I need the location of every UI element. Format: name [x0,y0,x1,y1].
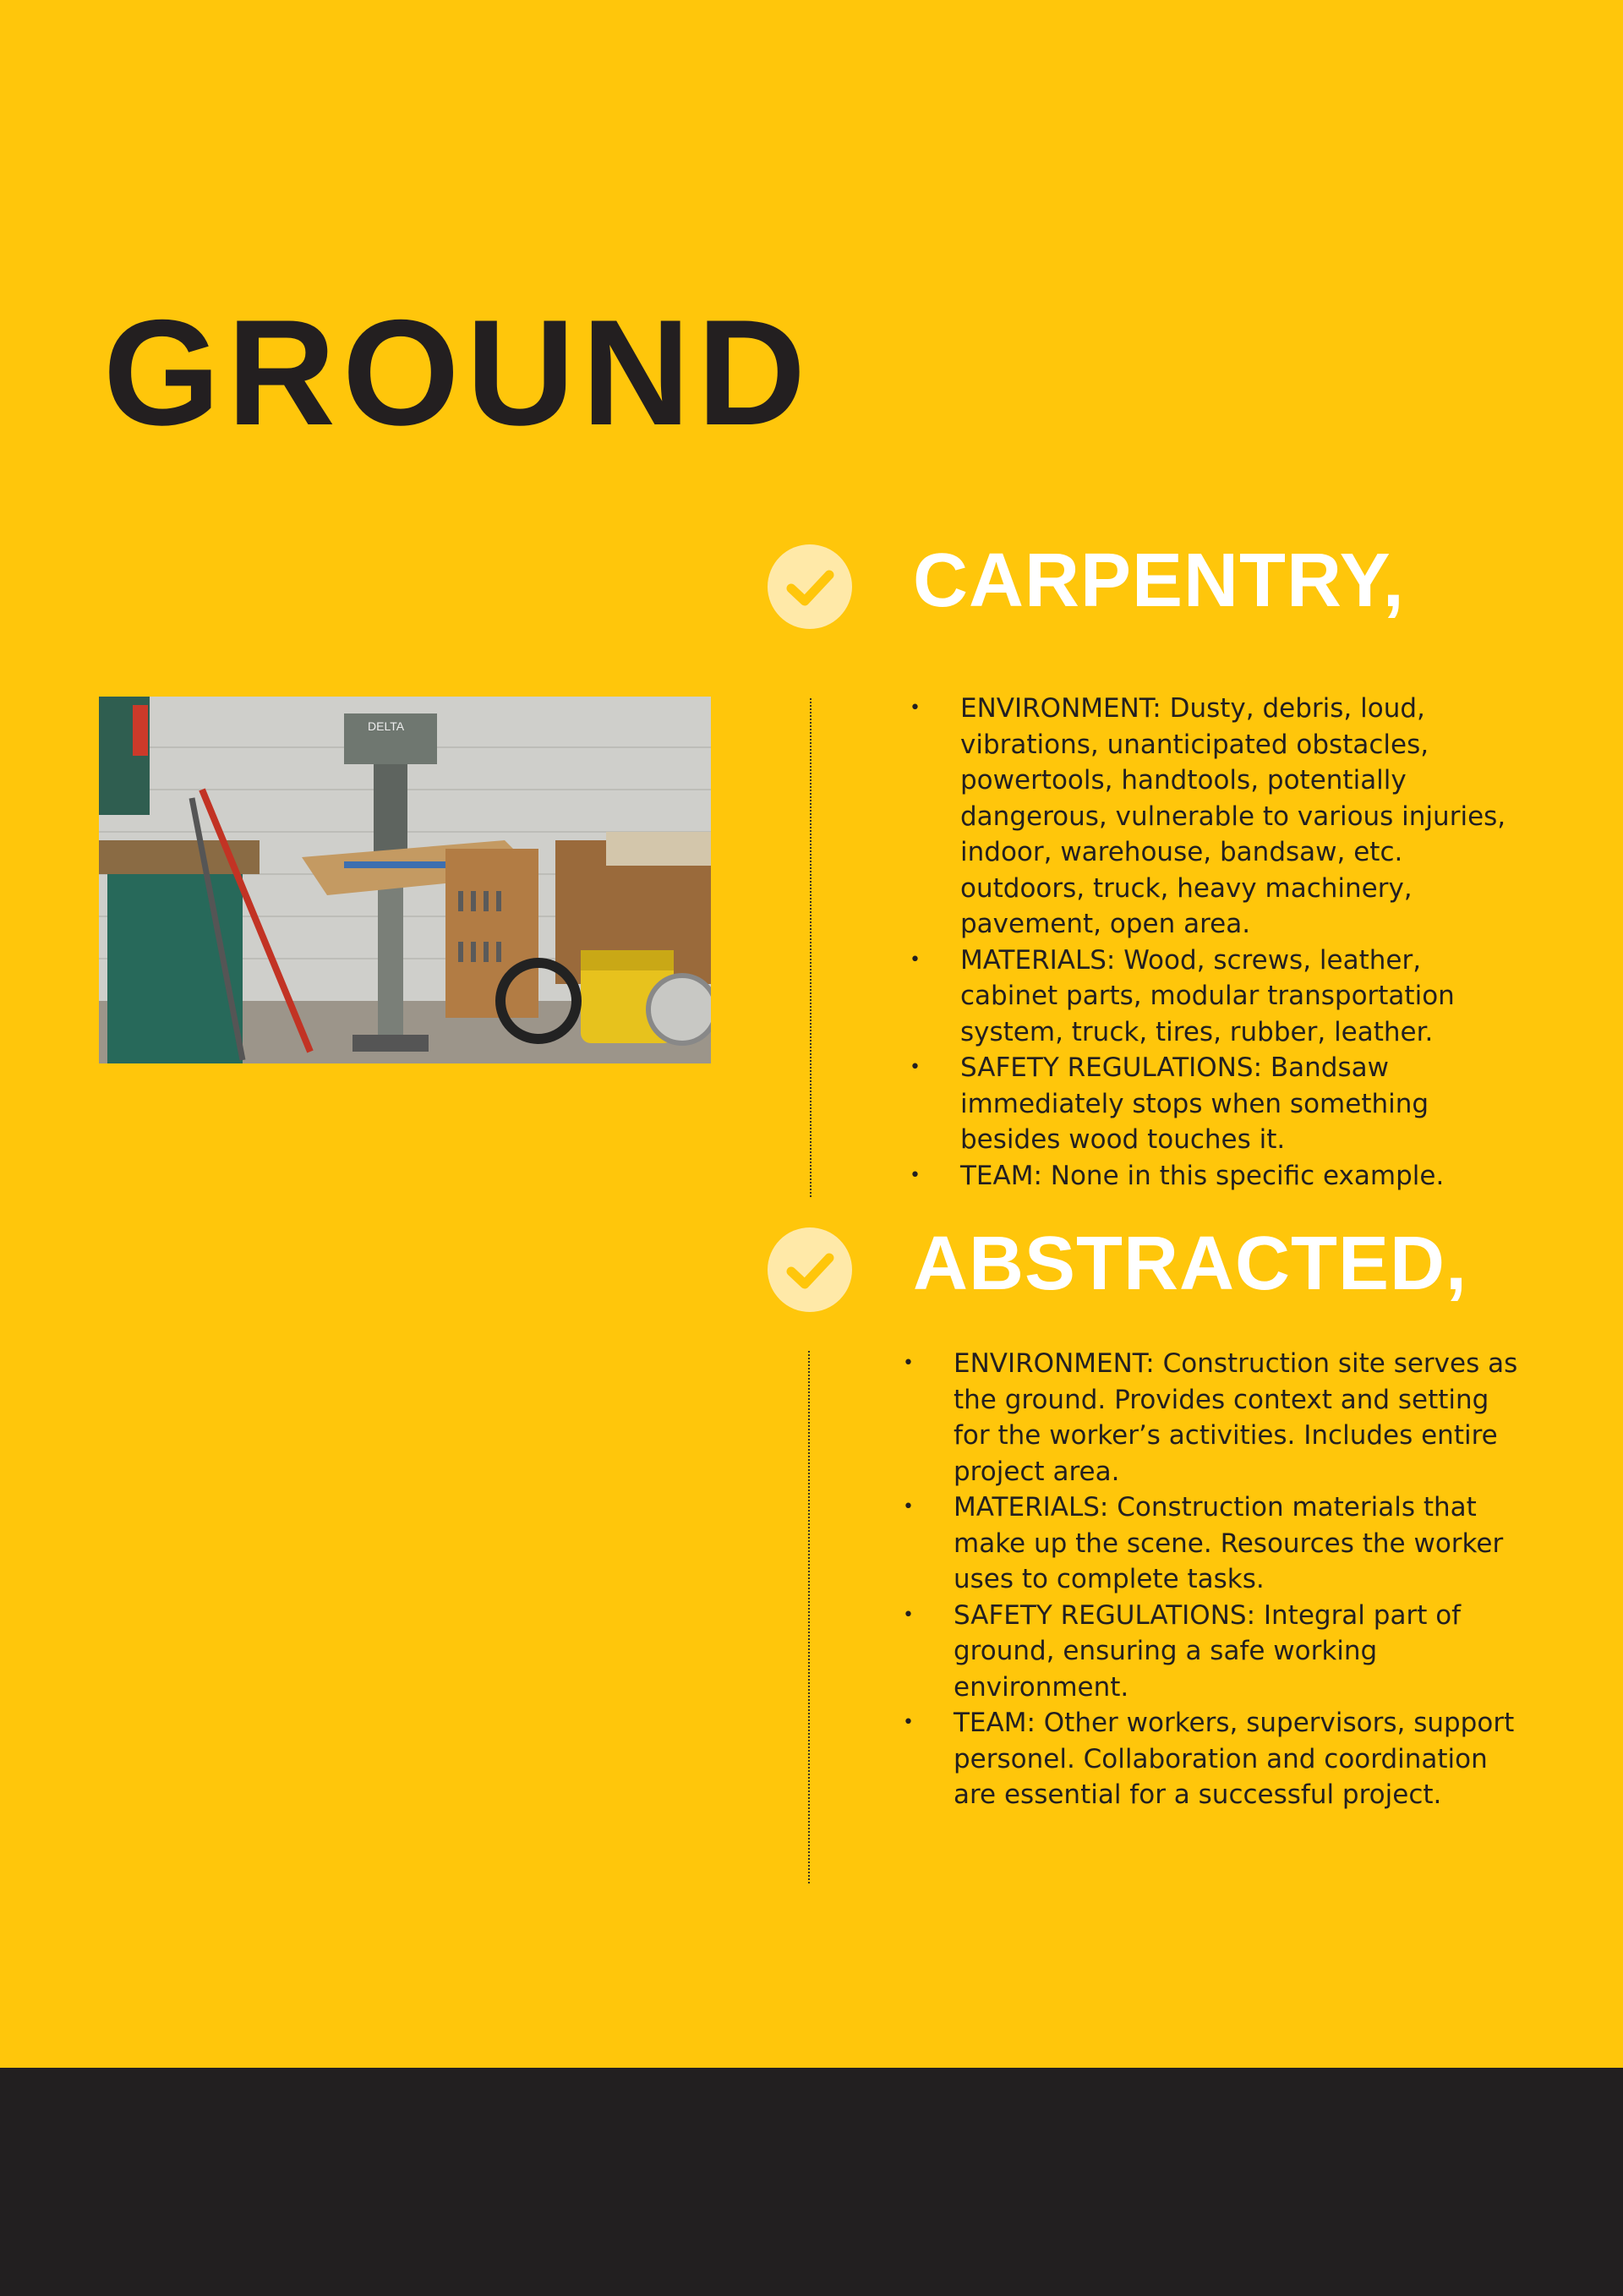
page-title: GROUND [103,288,813,456]
section-divider [808,1351,810,1883]
section-heading-carpentry: CARPENTRY, [913,538,1405,623]
list-item: • TEAM: None in this specific example. [910,1158,1518,1194]
list-item: • TEAM: Other workers, supervisors, support personel. Collaboration and coordination are essential for a successful project. [903,1705,1533,1813]
workshop-photo [99,697,711,1063]
list-item: • SAFETY REGULATIONS: Integral part of ground, ensuring a safe working environment. [903,1598,1533,1706]
check-circle-icon [768,544,852,629]
drill-press-brand: DELTA [368,719,405,733]
footer-bar [0,2068,1623,2296]
list-item: • ENVIRONMENT: Dusty, debris, loud, vibrations, unanticipated obstacles, powertools, handtools, potentially dangerous, vulnerable to various injuries, indoor, warehouse, bandsaw, etc. outdoors, truck, heavy machinery, pavement, open area. [910,691,1518,943]
list-item: • SAFETY REGULATIONS: Bandsaw immediately stops when something besides wood touches it. [910,1050,1518,1158]
carpentry-list [910,691,1518,1194]
check-circle-icon [768,1227,852,1312]
list-item: • ENVIRONMENT: Construction site serves as the ground. Provides context and setting for the worker’s activities. Includes entire project area. [903,1346,1533,1490]
list-item: • MATERIALS: Wood, screws, leather, cabinet parts, modular transportation system, truck, tires, rubber, leather. [910,943,1518,1051]
list-item: • MATERIALS: Construction materials that make up the scene. Resources the worker uses to complete tasks. [903,1490,1533,1598]
section-divider [810,698,812,1197]
section-heading-abstracted: ABSTRACTED, [913,1222,1467,1306]
abstracted-list [903,1346,1533,1813]
